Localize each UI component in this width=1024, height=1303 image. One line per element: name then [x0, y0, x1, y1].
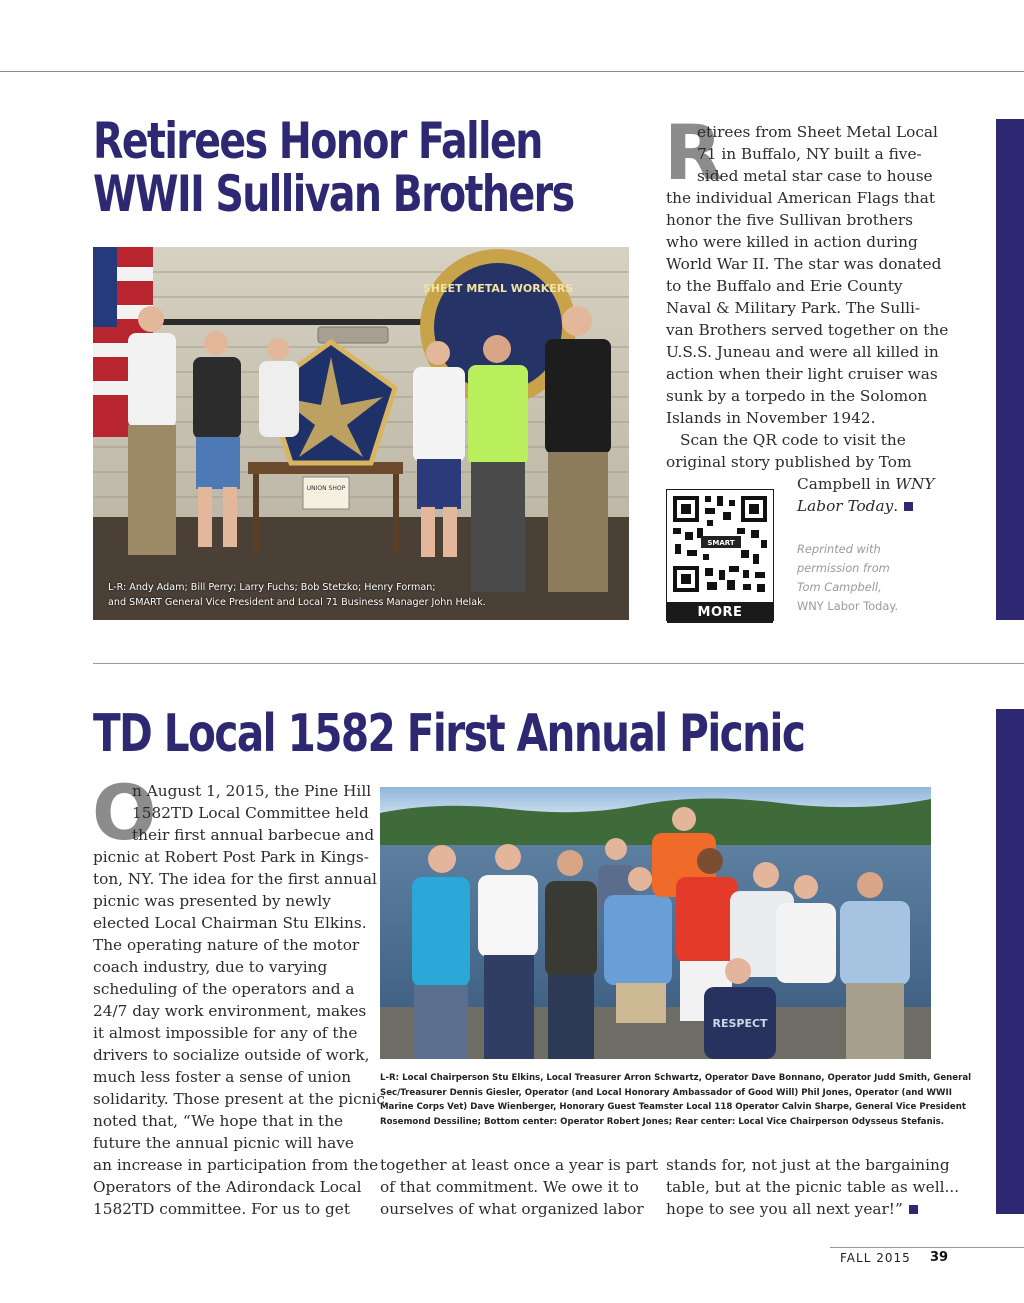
body-line: U.S.S. Juneau and were all killed in [666, 343, 939, 361]
article1-photo-caption [108, 580, 618, 610]
reprint-line: Tom Campbell, [797, 580, 882, 594]
body-line: drivers to socialize outside of work, [93, 1046, 370, 1064]
caption-line: Rosemond Dessiline; Bottom center: Operator Robert Jones; Rear center: Local Vice Chairperson Odysseus Stefanis. [380, 1116, 945, 1127]
body-line: scheduling of the operators and a [93, 980, 355, 998]
end-mark-icon [904, 502, 913, 511]
top-rule [0, 71, 1024, 72]
qr-code-icon [667, 490, 773, 598]
caption-line: Marine Corps Vet) Dave Wienberger, Honorary Guest Teamster Local 118 Operator Calvin Sharpe, General Vice President [380, 1102, 966, 1112]
body-line: elected Local Chairman Stu Elkins. [93, 914, 367, 932]
issue-label: FALL 2015 [840, 1251, 911, 1265]
article2-column2 [380, 1154, 658, 1220]
caption-line: Sec/Treasurer Dennis Giesler, Operator (and Local Honorary Ambassador of Good Will) Phil Jones, Operator (and WWII [380, 1087, 952, 1098]
caption-line: L-R: Andy Adam; Bill Perry; Larry Fuchs; Bob Stetzko; Henry Forman; [108, 582, 436, 593]
body-line-last [666, 1198, 956, 1220]
body-line: the individual American Flags that [666, 189, 936, 207]
body-line: picnic at Robert Post Park in Kings- [93, 848, 369, 866]
respect-shirt-text: RESPECT [712, 1017, 768, 1030]
body-line: Scan the QR code to visit the [680, 431, 906, 449]
more-online-label: MORE ONLINE [667, 602, 773, 623]
seal-lettering: SHEET METAL WORKERS [422, 282, 574, 295]
article1-dropcap: R [664, 108, 723, 197]
body-line: of that commitment. We owe it to [380, 1178, 639, 1196]
reprint-line: Reprinted with [797, 542, 881, 556]
body-line: who were killed in action during [666, 233, 918, 251]
body-line: sided metal star case to house [697, 167, 933, 185]
accent-sidebar-bottom [996, 709, 1024, 1214]
section-divider [93, 663, 1024, 664]
article2-photo [380, 787, 931, 1059]
qr-code-link[interactable] [666, 489, 774, 641]
body-line: much less foster a sense of union [93, 1068, 352, 1086]
body-line: their first annual barbecue and [132, 826, 375, 844]
reprint-line: WNY Labor Today. [797, 599, 899, 613]
retirees-group-illustration [93, 247, 629, 620]
reprint-credit [797, 540, 898, 616]
article2-dropcap: O [92, 768, 157, 857]
body-line: 71 in Buffalo, NY built a five- [697, 145, 922, 163]
body-line: Islands in November 1942. [666, 409, 876, 427]
union-shop-sign: UNION SHOP [306, 485, 346, 492]
picnic-group-illustration [380, 787, 931, 1059]
body-line: etirees from Sheet Metal Local [697, 123, 938, 141]
article2-column3 [666, 1154, 960, 1220]
body-line: table, but at the picnic table as well... [666, 1178, 960, 1196]
body-line: World War II. The star was donated [666, 255, 942, 273]
end-text: . [893, 497, 899, 515]
body-line: noted that, “We hope that in the [93, 1112, 344, 1130]
body-line: van Brothers served together on the [666, 321, 949, 339]
body-line: it almost impossible for any of the [93, 1024, 358, 1042]
article1-photo [93, 247, 629, 620]
body-line: an increase in participation from the [93, 1156, 379, 1174]
body-line: to the Buffalo and Erie County [666, 277, 903, 295]
body-line: coach industry, due to varying [93, 958, 328, 976]
body-line: stands for, not just at the bargaining [666, 1156, 950, 1174]
article1-body [664, 108, 996, 517]
qr-center-label: SMART [707, 539, 735, 547]
publication-name: Labor Today [797, 497, 894, 515]
body-line: n August 1, 2015, the Pine Hill [132, 782, 372, 800]
accent-sidebar-top [996, 119, 1024, 620]
body-line: action when their light cruiser was [666, 365, 938, 383]
article2-column1 [92, 768, 385, 1220]
article1-headline-line2: WWII Sullivan Brothers [93, 165, 574, 223]
body-line: future the annual picnic will have [93, 1134, 354, 1152]
body-line: ton, NY. The idea for the first annual [93, 870, 377, 888]
body-line: The operating nature of the motor [93, 936, 360, 954]
body-line: original story published by Tom [666, 453, 912, 471]
body-line: solidarity. Those present at the picnic [93, 1090, 385, 1108]
end-mark-icon [909, 1205, 918, 1214]
reprint-line: permission from [797, 561, 890, 575]
end-text: hope to see you all next year!” [666, 1200, 903, 1218]
footer-rule [830, 1247, 1024, 1248]
body-line: Naval & Military Park. The Sulli- [666, 299, 921, 317]
body-line: Operators of the Adirondack Local [93, 1178, 362, 1196]
body-line: 1582TD committee. For us to get [93, 1200, 350, 1218]
caption-line: L-R: Local Chairperson Stu Elkins, Local Treasurer Arron Schwartz, Operator Dave Bonnano, Operator Judd Smith, General [380, 1073, 972, 1083]
body-line: ourselves of what organized labor [380, 1200, 644, 1218]
body-line: sunk by a torpedo in the Solomon [666, 387, 928, 405]
caption-line: and SMART General Vice President and Local 71 Business Manager John Helak. [108, 597, 486, 608]
body-line: honor the five Sullivan brothers [666, 211, 913, 229]
article2-headline: TD Local 1582 First Annual Picnic [93, 704, 805, 764]
body-line: together at least once a year is part [380, 1156, 658, 1174]
article1-headline-line1: Retirees Honor Fallen [93, 112, 542, 170]
body-line: picnic was presented by newly [93, 892, 331, 910]
body-line: 1582TD Local Committee held [132, 804, 369, 822]
publication-name: WNY [895, 475, 935, 493]
end-text: Campbell in [797, 475, 896, 493]
article2-photo-caption [380, 1071, 972, 1129]
body-line: 24/7 day work environment, makes [93, 1002, 367, 1020]
page-number: 39 [930, 1250, 949, 1265]
